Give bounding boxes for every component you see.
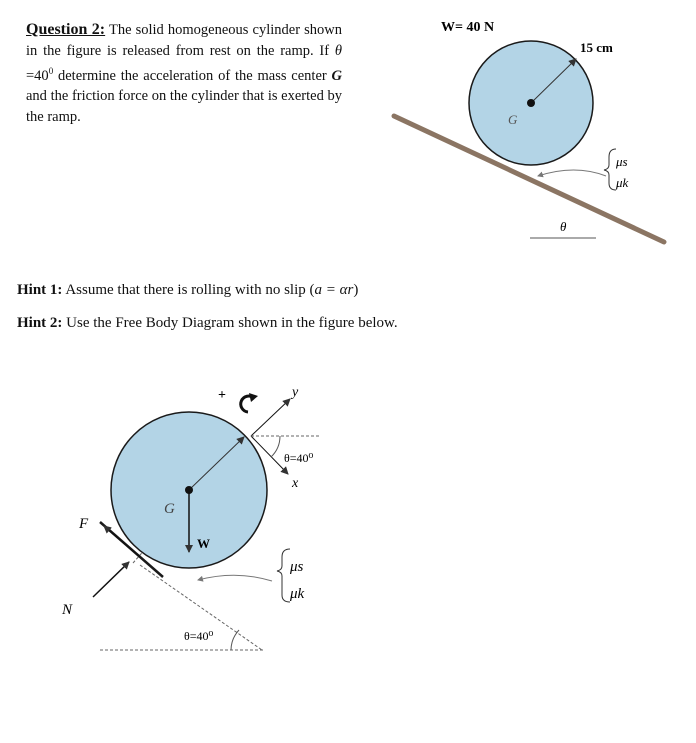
hint-1-formula: a = αr xyxy=(314,282,354,298)
fbd-y-label: y xyxy=(292,385,299,400)
mu-s-label: μs xyxy=(616,154,628,169)
center-g-label: G xyxy=(508,112,518,127)
center-dot xyxy=(527,99,535,107)
theta-symbol: θ xyxy=(334,42,342,59)
fbd-mu-brace xyxy=(277,549,290,602)
fbd-figure xyxy=(61,385,320,650)
fbd-mu-s-label: μs xyxy=(290,559,304,575)
hint-2-label: Hint 2: xyxy=(17,315,63,331)
theta-label: θ xyxy=(560,219,567,234)
fbd-plus-label: + xyxy=(218,388,226,403)
question-text-part-2: =40 xyxy=(26,67,49,84)
mu-brace xyxy=(604,149,616,190)
question-text-part-4: and the friction force on the cylinder that is exerted by the ramp. xyxy=(26,88,342,125)
fbd-x-label: x xyxy=(292,476,299,491)
top-angle-arc xyxy=(271,436,280,457)
fbd-normal-label: N xyxy=(62,602,73,618)
normal-arrow xyxy=(93,562,129,597)
fbd-friction-leader-arrow xyxy=(198,575,272,581)
bottom-angle-arc xyxy=(231,630,239,650)
question-text-part-1: The solid homogeneous cylinder shown in the figure is released from rest on the ramp. If xyxy=(26,22,342,59)
fbd-mu-k-label: μk xyxy=(290,586,305,602)
fbd-center-g-label: G xyxy=(164,501,175,517)
degree-mark: 0 xyxy=(48,66,54,76)
hint-1-text: Assume that there is rolling with no slip ( xyxy=(62,282,315,298)
radius-label: 15 cm xyxy=(580,40,613,55)
top-figure xyxy=(394,20,664,242)
fbd-angle-top-label: θ=40⁰ xyxy=(284,451,314,465)
fbd-weight-label: W xyxy=(197,536,210,551)
fbd-friction-label: F xyxy=(79,516,89,532)
weight-label: W= 40 N xyxy=(441,20,495,35)
axis-y xyxy=(251,399,290,436)
question-text-part-3: determine the acceleration of the mass center xyxy=(53,67,332,84)
fbd-angle-bottom-label: θ=40⁰ xyxy=(184,629,214,643)
hint-1-label: Hint 1: xyxy=(17,282,63,298)
question-label: Question 2: xyxy=(26,21,106,38)
rotation-arrow-head xyxy=(249,393,258,402)
mu-k-label: μk xyxy=(616,175,629,190)
friction-leader-arrow xyxy=(538,170,606,176)
hint-2-text: Use the Free Body Diagram shown in the figure below. xyxy=(62,315,398,331)
hint-1-close: ) xyxy=(353,282,359,298)
g-symbol: G xyxy=(331,67,342,84)
